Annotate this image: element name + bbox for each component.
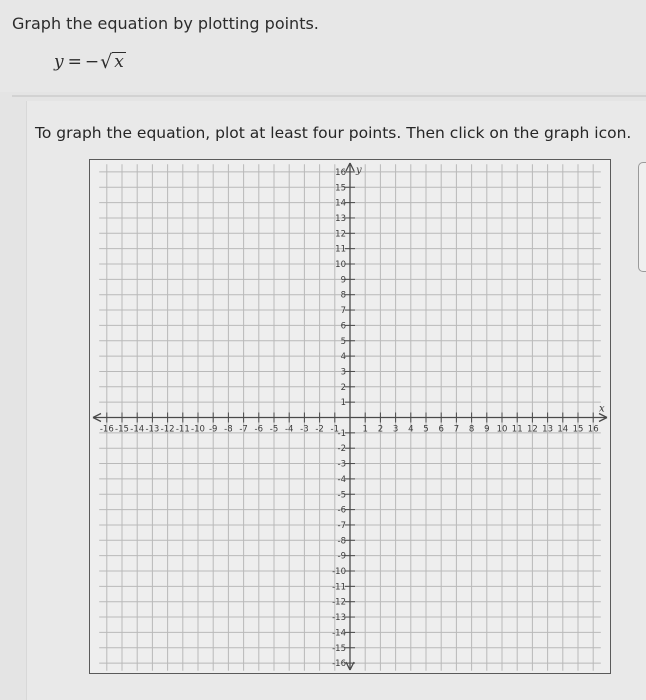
radical-sign: √ <box>100 50 113 73</box>
x-tick-label: 1 <box>362 424 368 435</box>
x-tick-label: 10 <box>496 424 508 435</box>
equation <box>54 52 126 72</box>
x-tick-label: 4 <box>408 424 414 435</box>
y-tick-label: 16 <box>335 167 346 178</box>
y-tick-label: -4 <box>337 474 346 485</box>
equation-equals: = <box>67 52 82 72</box>
y-tick-label: 2 <box>340 382 346 393</box>
x-tick-label: 7 <box>453 424 460 435</box>
y-tick-label: -13 <box>332 613 346 624</box>
y-tick-label: -11 <box>332 582 346 593</box>
x-tick-label: 3 <box>392 424 399 435</box>
y-tick-label: 8 <box>340 290 346 301</box>
x-tick-label: 15 <box>572 424 584 435</box>
y-tick-label: 6 <box>340 321 346 332</box>
x-tick-label: -12 <box>160 424 175 435</box>
x-tick-label: -9 <box>208 424 218 435</box>
y-tick-label: -3 <box>337 459 346 470</box>
y-tick-label: -10 <box>332 567 346 577</box>
coordinate-plane[interactable] <box>89 159 611 674</box>
y-tick-label: 7 <box>340 306 346 317</box>
y-tick-label: -16 <box>332 659 346 670</box>
y-tick-label: 14 <box>335 198 346 209</box>
equation-lhs: y <box>54 52 64 72</box>
y-tick-label: 9 <box>340 275 346 286</box>
y-tick-label: -8 <box>337 536 346 547</box>
x-tick-label: 16 <box>587 424 599 435</box>
y-tick-label: -14 <box>332 628 346 639</box>
y-tick-label: 4 <box>340 352 346 363</box>
x-tick-label: 11 <box>511 424 523 435</box>
question-prompt: Graph the equation by plotting points. <box>12 14 319 33</box>
y-tick-label: 10 <box>335 260 346 270</box>
x-tick-label: -16 <box>99 424 114 435</box>
x-tick-label: -13 <box>145 424 160 435</box>
square-root <box>100 52 126 72</box>
x-tick-label: -1 <box>330 424 340 435</box>
y-tick-label: 15 <box>335 183 346 194</box>
x-tick-label: 12 <box>526 424 538 435</box>
x-tick-label: 14 <box>557 424 569 435</box>
instruction-text: To graph the equation, plot at least four points. Then click on the graph icon. <box>35 124 632 142</box>
graph-icon-button[interactable] <box>638 162 646 272</box>
x-tick-label: -11 <box>175 424 190 435</box>
y-tick-label: -6 <box>337 505 346 516</box>
y-tick-label: -9 <box>337 551 346 562</box>
x-tick-label: -6 <box>254 424 264 435</box>
y-tick-label: -15 <box>332 643 346 654</box>
x-tick-label: 13 <box>542 424 554 435</box>
y-tick-label: -2 <box>337 444 346 455</box>
x-tick-label: -8 <box>224 424 233 435</box>
y-tick-label: -5 <box>337 490 346 501</box>
x-tick-label: 5 <box>423 424 429 435</box>
y-tick-label: -12 <box>332 597 346 608</box>
x-tick-label: -4 <box>284 424 294 435</box>
y-tick-label: 11 <box>335 244 346 255</box>
x-tick-label: 6 <box>438 424 444 435</box>
section-divider <box>12 95 646 97</box>
x-tick-label: -14 <box>130 424 145 435</box>
x-tick-label: 2 <box>377 424 384 435</box>
x-tick-label: -7 <box>239 424 248 435</box>
y-tick-label: 1 <box>340 398 346 409</box>
x-axis-label: x <box>599 403 605 415</box>
x-tick-label: -10 <box>191 424 205 435</box>
radicand: x <box>114 52 124 73</box>
x-tick-label: -15 <box>115 424 129 435</box>
y-tick-label: -1 <box>337 428 346 439</box>
x-tick-label: -5 <box>269 424 279 435</box>
y-tick-label: -7 <box>337 520 346 531</box>
y-tick-label: 5 <box>340 336 346 347</box>
y-tick-label: 3 <box>340 367 346 378</box>
question-header <box>0 0 646 92</box>
y-axis-label: y <box>356 165 362 176</box>
y-tick-label: 12 <box>335 229 346 240</box>
x-tick-label: -2 <box>315 424 324 435</box>
x-tick-label: 9 <box>484 424 490 435</box>
equation-sign: − <box>84 52 100 72</box>
x-tick-label: -3 <box>300 424 309 435</box>
y-tick-label: 13 <box>335 213 346 224</box>
x-tick-label: 8 <box>468 424 475 435</box>
